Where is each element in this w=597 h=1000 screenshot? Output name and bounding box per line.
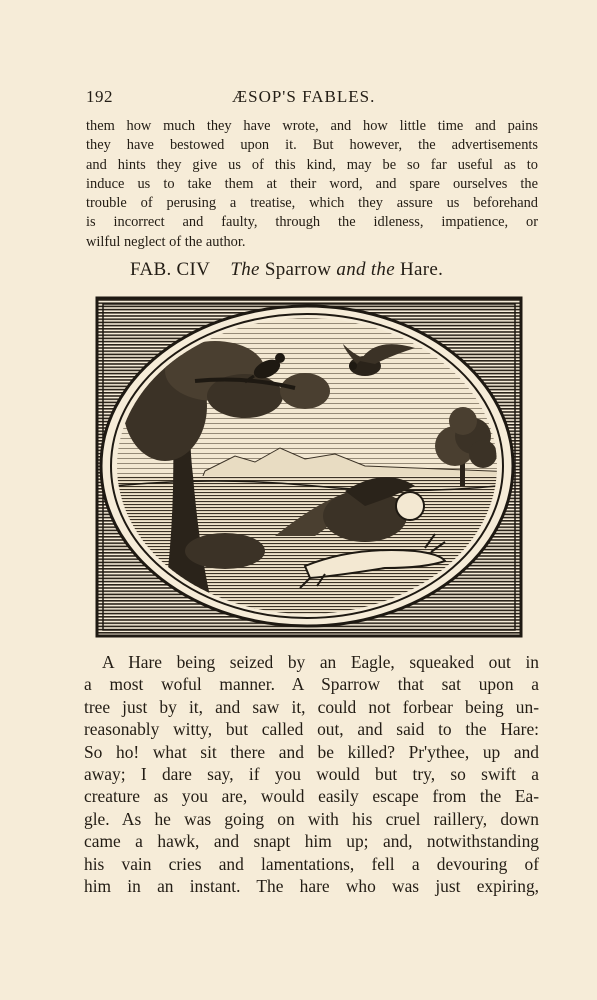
text-line: came a hawk, and snapt him up; and, notwithstanding: [84, 831, 539, 852]
fable-text: [84, 651, 539, 897]
fable-number: FAB. CIV: [130, 259, 211, 280]
text-line: creature as you are, would easily escape from the Ea-: [84, 786, 539, 807]
text-line: they have bestowed upon it. But however, the advertisements: [86, 137, 538, 154]
text-line: So ho! what sit there and be killed? Pr'ythee, up and: [84, 741, 539, 762]
text-line: a most woful manner. A Sparrow that sat upon a: [84, 674, 539, 695]
running-header: [86, 87, 538, 109]
text-line: his vain cries and lamentations, fell a devouring of: [84, 853, 539, 874]
text-line: gle. As he was going on with his cruel raillery, down: [84, 808, 539, 829]
text-line: reasonably witty, but called out, and said to the Hare:: [84, 719, 539, 740]
fable-title-sparrow: Sparrow: [264, 259, 332, 280]
woodcut-svg: [95, 296, 523, 638]
text-line: induce us to take them at their word, and spare ourselves the: [86, 175, 538, 192]
fable-title-the: The: [230, 259, 260, 280]
text-line: him in an instant. The hare who was just expiring,: [84, 875, 539, 896]
text-line: A Hare being seized by an Eagle, squeaked out in: [102, 652, 539, 672]
text-line: tree just by it, and saw it, could not forbear being un-: [84, 696, 539, 717]
text-line: away; I dare say, if you would but try, so swift a: [84, 763, 539, 784]
running-title: ÆSOP'S FABLES.: [232, 87, 376, 106]
fable-title-and-the: and the: [336, 259, 395, 280]
woodcut-illustration: [95, 296, 523, 638]
fable-heading: [130, 259, 510, 281]
text-line: them how much they have wrote, and how little time and pains: [86, 118, 538, 134]
preceding-paragraph: [86, 117, 538, 252]
text-line: is incorrect and faulty, through the idleness, impatience, or: [86, 214, 538, 231]
text-line: wilful neglect of the author.: [86, 233, 246, 250]
fable-title-hare: Hare.: [400, 259, 444, 280]
text-line: and hints they give us of this kind, may be so far useful as to: [86, 156, 538, 173]
text-line: trouble of perusing a treatise, which they assure us beforehand: [86, 195, 538, 212]
page-number: 192: [86, 87, 113, 106]
